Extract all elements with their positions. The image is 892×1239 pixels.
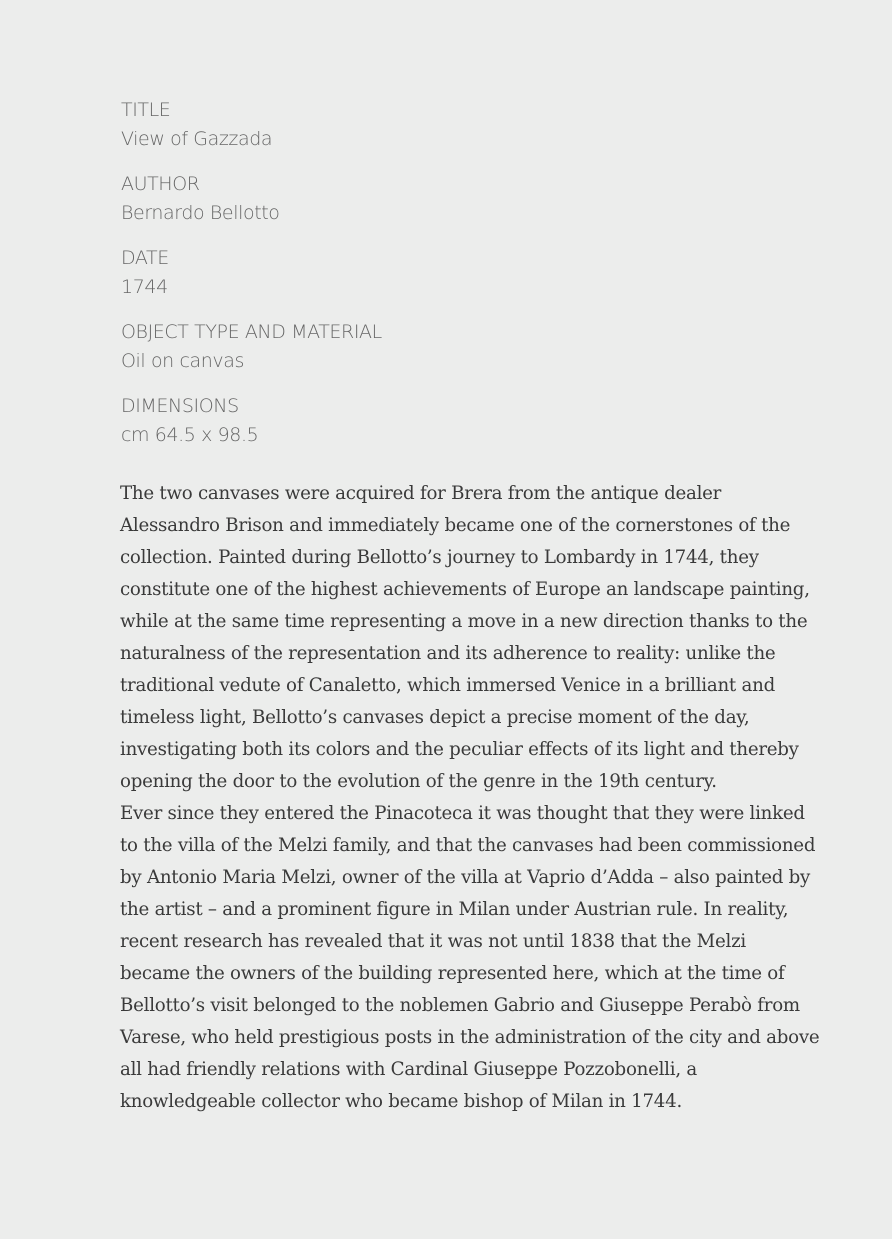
artwork-description [120,478,820,1118]
meta-date-label: DATE [121,247,169,269]
meta-object-type [121,318,812,376]
description-paragraph: The two canvases were acquired for Brera from the antique dealer Alessandro Brison and immediately became one of the cornerstones of the collection. Painted during Bellotto’s journey to Lombardy in 1744, they constitute one of the highest achievements of Europe an landscape painting, while at the same time representing a move in a new direction thanks to the naturalness of the representation and its adherence to reality: unlike the traditional vedute of Canaletto, which immersed Venice in a brilliant and timeless light, Bellotto’s canvases depict a precise moment of the day, investigating both its colors and the peculiar effects of its light and thereby opening the door to the evolution of the genre in the 19th century. [120,483,810,792]
meta-date [121,244,812,302]
meta-object-type-value: Oil on canvas [121,350,244,372]
meta-title-label: TITLE [121,99,171,121]
meta-dimensions-label: DIMENSIONS [121,395,239,417]
meta-object-type-label: OBJECT TYPE AND MATERIAL [121,321,382,343]
meta-author-label: AUTHOR [121,173,200,195]
meta-title [121,96,812,154]
meta-date-value: 1744 [121,276,168,298]
meta-title-value: View of Gazzada [121,128,273,150]
meta-author-value: Bernardo Bellotto [121,202,280,224]
meta-dimensions [121,392,812,450]
meta-author [121,170,812,228]
description-paragraph: Ever since they entered the Pinacoteca it was thought that they were linked to the villa of the Melzi family, and that the canvases had been commissioned by Antonio Maria Melzi, owner of the villa at Vaprio d’Adda – also painted by the artist – and a prominent figure in Milan under Austrian rule. In reality, recent research has revealed that it was not until 1838 that the Melzi became the owners of the building represented here, which at the time of Bellotto’s visit belonged to the noblemen Gabrio and Giuseppe Perabò from Varese, who held prestigious posts in the administration of the city and above all had friendly relations with Cardinal Giuseppe Pozzobonelli, a knowledgeable collector who became bishop of Milan in 1744. [120,803,820,1112]
meta-dimensions-value: cm 64.5 x 98.5 [121,424,259,446]
